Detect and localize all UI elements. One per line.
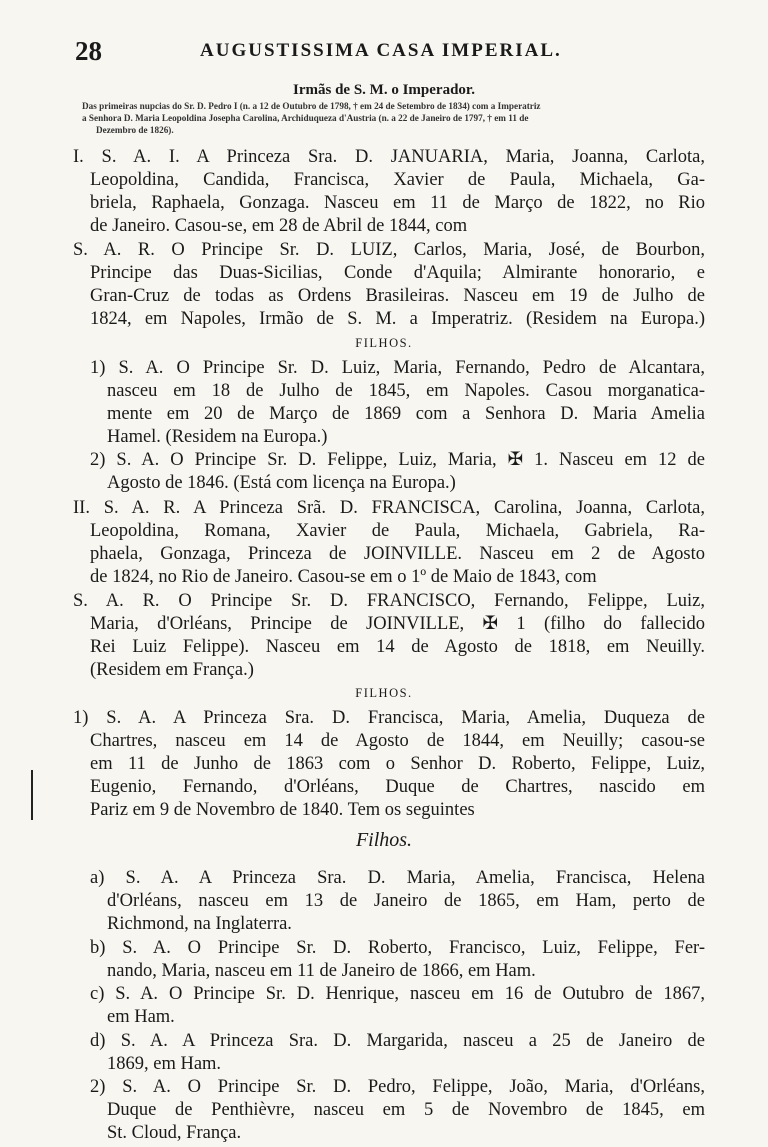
text-line: (Residem em França.) bbox=[90, 660, 254, 680]
text-line: Chartres, nasceu em 14 de Agosto de 1844, em Neuilly; casou-se bbox=[90, 731, 705, 751]
text-line: Leopoldina, Candida, Francisca, Xavier de Paula, Michaela, Ga- bbox=[90, 170, 705, 190]
section-title: Irmãs de S. M. o Imperador. bbox=[293, 82, 475, 98]
page-number: 28 bbox=[75, 36, 102, 66]
text-line: Rei Luiz Felippe). Nasceu em 14 de Agosto de 1818, em Neuilly. bbox=[90, 637, 705, 657]
text-line: de 1824, no Rio de Janeiro. Casou-se em o 1º de Maio de 1843, com bbox=[90, 567, 597, 587]
text-line: 1) S. A. A Princeza Sra. D. Francisca, Maria, Amelia, Duqueza de bbox=[73, 708, 705, 728]
note-line: Das primeiras nupcias do Sr. D. Pedro I (n. a 12 de Outubro de 1798, † em 24 de Setembro de 1834) com a Imperatriz bbox=[82, 101, 541, 111]
text-line: 1) S. A. O Principe Sr. D. Luiz, Maria, Fernando, Pedro de Alcantara, bbox=[90, 358, 705, 378]
text-line: S. A. R. O Principe Sr. D. FRANCISCO, Fernando, Felippe, Luiz, bbox=[73, 591, 705, 611]
text-line: 1869, em Ham. bbox=[107, 1054, 222, 1074]
page-header bbox=[75, 36, 715, 66]
text-line: c) S. A. O Principe Sr. D. Henrique, nasceu em 16 de Outubro de 1867, bbox=[90, 984, 705, 1004]
text-line: Richmond, na Inglaterra. bbox=[107, 914, 292, 934]
text-line: Duque de Penthièvre, nasceu em 5 de Novembro de 1845, em bbox=[107, 1100, 705, 1120]
text-line: b) S. A. O Principe Sr. D. Roberto, Francisco, Luiz, Felippe, Fer- bbox=[90, 938, 705, 958]
margin-rule-mark bbox=[31, 770, 33, 820]
text-line: St. Cloud, França. bbox=[107, 1123, 242, 1143]
text-line: Maria, d'Orléans, Principe de JOINVILLE, ✠ 1 (filho do fallecido bbox=[90, 614, 705, 634]
text-line: de Janeiro. Casou-se, em 28 de Abril de 1844, com bbox=[90, 216, 468, 236]
text-line: I. S. A. I. A Princeza Sra. D. JANUARIA, Maria, Joanna, Carlota, bbox=[73, 147, 705, 167]
text-line: II. S. A. R. A Princeza Srã. D. FRANCISCA, Carolina, Joanna, Carlota, bbox=[73, 498, 705, 518]
text-line: Hamel. (Residem na Europa.) bbox=[107, 427, 328, 447]
text-line: Pariz em 9 de Novembro de 1840. Tem os seguintes bbox=[90, 800, 475, 820]
text-line: 2) S. A. O Principe Sr. D. Felippe, Luiz, Maria, ✠ 1. Nasceu em 12 de bbox=[90, 450, 705, 470]
text-line: 1824, em Napoles, Irmão de S. M. a Imperatriz. (Residem na Europa.) bbox=[90, 309, 705, 329]
text-line: 2) S. A. O Principe Sr. D. Pedro, Felippe, João, Maria, d'Orléans, bbox=[90, 1077, 705, 1097]
text-line: d) S. A. A Princeza Sra. D. Margarida, nasceu a 25 de Janeiro de bbox=[90, 1031, 705, 1051]
text-line: mente em 20 de Março de 1869 com a Senhora D. Maria Amelia bbox=[107, 404, 705, 424]
text-line: S. A. R. O Principe Sr. D. LUIZ, Carlos, Maria, José, de Bourbon, bbox=[73, 240, 705, 260]
note-line: a Senhora D. Maria Leopoldina Josepha Carolina, Archiduqueza d'Austria (n. a 22 de Janeiro de 1797, † em 11 de bbox=[82, 113, 529, 123]
text-line: d'Orléans, nasceu em 13 de Janeiro de 1865, em Ham, perto de bbox=[107, 891, 705, 911]
text-line: Principe das Duas-Sicilias, Conde d'Aquila; Almirante honorario, e bbox=[90, 263, 705, 283]
filhos-heading: FILHOS. bbox=[355, 686, 413, 700]
text-line: phaela, Gonzaga, Princeza de JOINVILLE. Nasceu em 2 de Agosto bbox=[90, 544, 705, 564]
text-line: briela, Raphaela, Gonzaga. Nasceu em 11 de Março de 1822, no Rio bbox=[90, 193, 705, 213]
filhos-heading: FILHOS. bbox=[355, 336, 413, 350]
running-title: AUGUSTISSIMA CASA IMPERIAL. bbox=[200, 40, 562, 61]
text-line: Gran-Cruz de todas as Ordens Brasileiras. Nasceu em 19 de Julho de bbox=[90, 286, 705, 306]
text-line: a) S. A. A Princeza Sra. D. Maria, Amelia, Francisca, Helena bbox=[90, 868, 705, 888]
text-line: em 11 de Junho de 1863 com o Senhor D. Roberto, Felippe, Luiz, bbox=[90, 754, 705, 774]
text-line: Eugenio, Fernando, d'Orléans, Duque de Chartres, nascido em bbox=[90, 777, 705, 797]
text-line: em Ham. bbox=[107, 1007, 175, 1027]
filhos-subheading: Filhos. bbox=[355, 829, 413, 851]
note-line: Dezembro de 1826). bbox=[96, 125, 174, 135]
genealogy-note bbox=[82, 100, 708, 136]
text-line: nasceu em 18 de Julho de 1845, em Napoles. Casou morganatica- bbox=[107, 381, 705, 401]
text-line: Agosto de 1846. (Está com licença na Europa.) bbox=[107, 473, 456, 493]
text-line: Leopoldina, Romana, Xavier de Paula, Michaela, Gabriela, Ra- bbox=[90, 521, 705, 541]
text-line: nando, Maria, nasceu em 11 de Janeiro de 1866, em Ham. bbox=[107, 961, 536, 981]
